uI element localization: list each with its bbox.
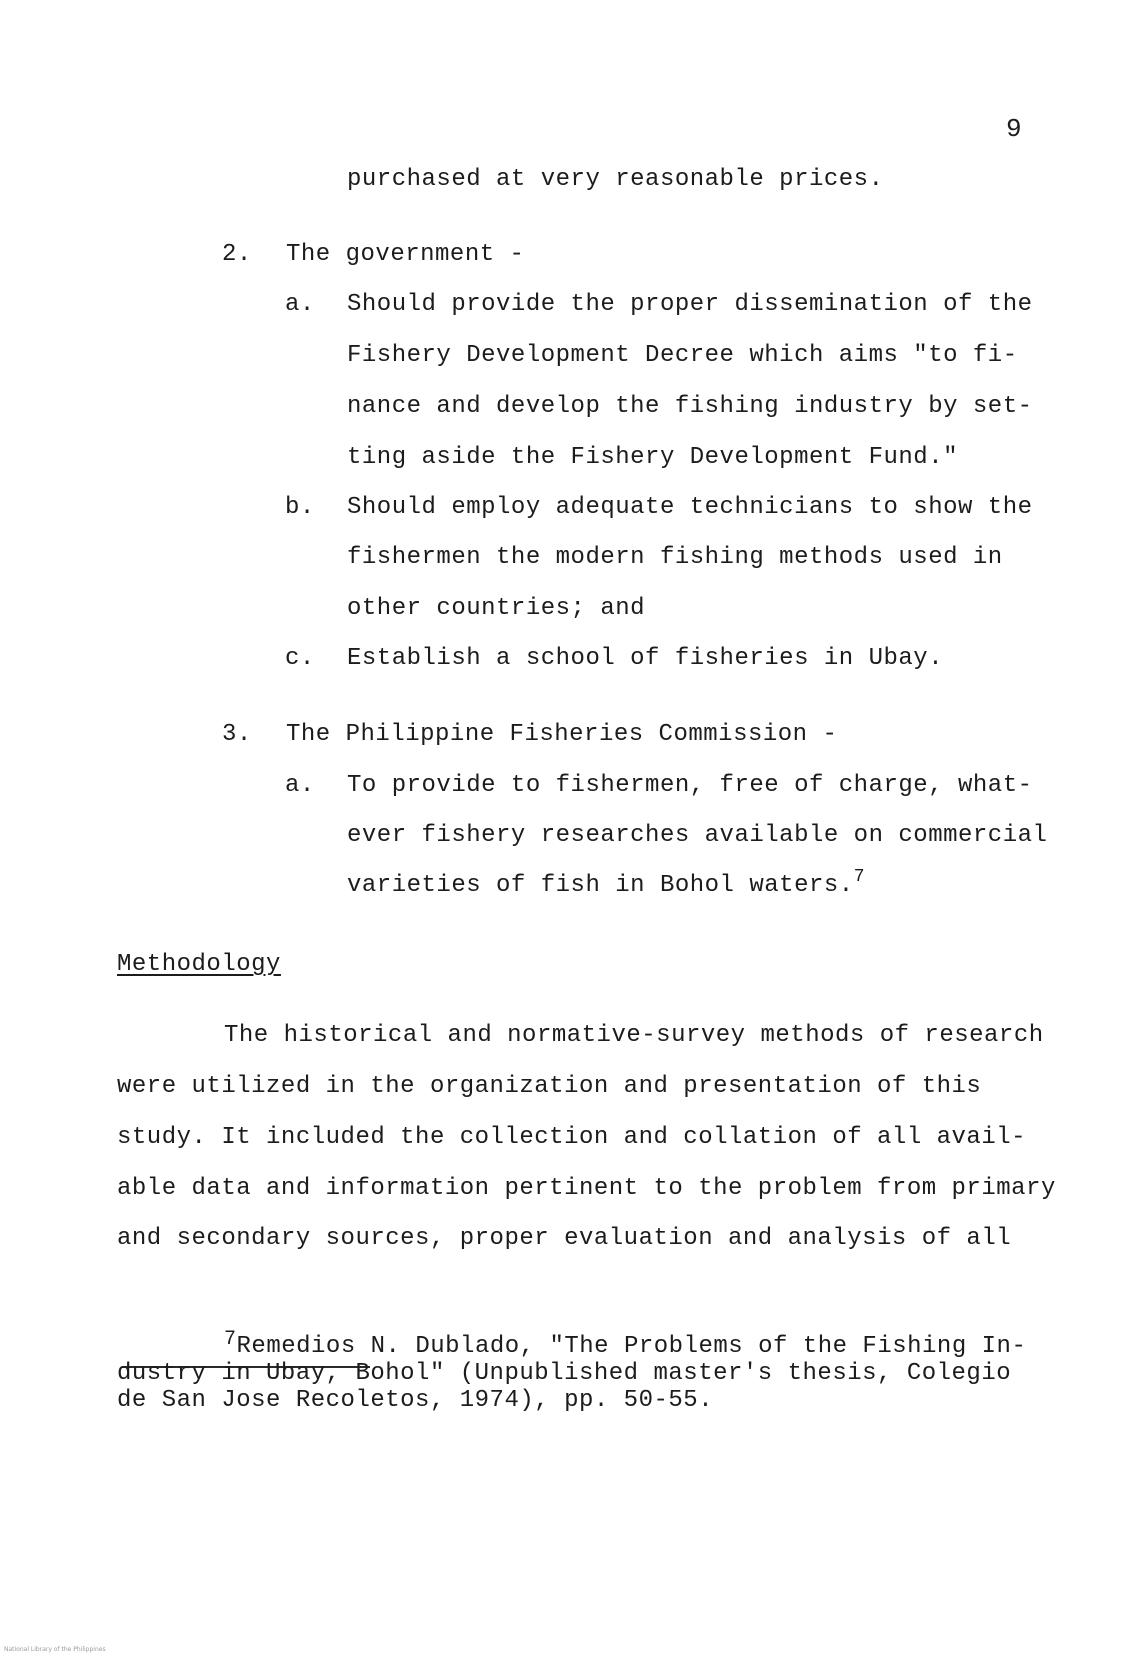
footnote-reference: 7: [853, 867, 865, 887]
methodology-line: were utilized in the organization and presentation of this: [117, 1073, 982, 1100]
continuation-line: purchased at very reasonable prices.: [347, 166, 884, 193]
footnote-first-line: [224, 1328, 1027, 1361]
item2-b-line: Should employ adequate technicians to show the: [347, 494, 1033, 521]
methodology-line: and secondary sources, proper evaluation and analysis of all: [117, 1225, 1012, 1252]
methodology-line: study. It included the collection and collation of all avail-: [117, 1124, 1027, 1151]
item3-number: 3.: [222, 721, 252, 748]
methodology-line: able data and information pertinent to the problem from primary: [117, 1175, 1056, 1202]
item3-heading: The Philippine Fisheries Commission -: [286, 721, 838, 748]
item2-b-marker: b.: [285, 494, 315, 521]
item2-number: 2.: [222, 241, 252, 268]
item2-b-line: fishermen the modern fishing methods used in: [347, 544, 1003, 571]
methodology-line: The historical and normative-survey methods of research: [224, 1022, 1044, 1049]
footnote-line: Remedios N. Dublado, "The Problems of the Fishing In-: [236, 1333, 1027, 1360]
item3-a-last-line: [347, 867, 865, 902]
item2-heading: The government -: [286, 241, 525, 268]
item2-b-line: other countries; and: [347, 595, 646, 622]
methodology-heading: Methodology: [117, 951, 281, 978]
margin-note: National Library of the Philippines: [4, 1646, 106, 1653]
item2-a-line: ting aside the Fishery Development Fund.": [347, 444, 958, 471]
footnote-line: de San Jose Recoletos, 1974), pp. 50-55.: [117, 1387, 714, 1414]
item3-a-line: To provide to fishermen, free of charge, what-: [347, 772, 1033, 799]
item2-c-line: Establish a school of fisheries in Ubay.: [347, 645, 944, 672]
item2-a-marker: a.: [285, 291, 315, 318]
footnote-line: dustry in Ubay, Bohol" (Unpublished master's thesis, Colegio: [117, 1360, 1012, 1387]
item3-a-line: varieties of fish in Bohol waters.: [347, 872, 854, 899]
footnote-marker: 7: [224, 1328, 237, 1351]
item2-a-line: nance and develop the fishing industry by set-: [347, 393, 1033, 420]
item2-a-line: Fishery Development Decree which aims "to fi-: [347, 342, 1018, 369]
item2-c-marker: c.: [285, 645, 315, 672]
item3-a-marker: a.: [285, 772, 315, 799]
page-number: 9: [1006, 114, 1023, 144]
item3-a-line: ever fishery researches available on commercial: [347, 822, 1048, 849]
item2-a-line: Should provide the proper dissemination of the: [347, 291, 1033, 318]
